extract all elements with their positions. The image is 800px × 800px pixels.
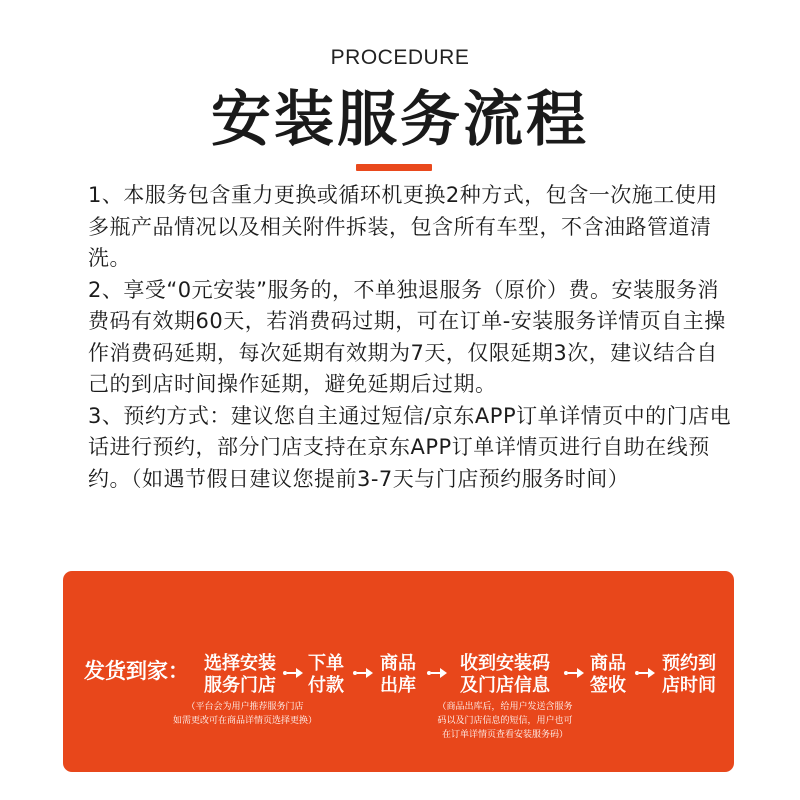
arrow-icon [282,666,304,680]
step-sign-for: 商品 签收 [590,653,626,696]
step-book-visit: 预约到 店时间 [662,653,716,696]
note-install-code: （商品出库后，给用户发送含服务 码以及门店信息的短信，用户也可 在订单详情页查看安装服务码） [437,702,573,740]
paragraph-3: 3、预约方式：建议您自主通过短信/京东APP订单详情页中的门店电话进行预约，部分门店支持在京东APP订单详情页进行自助在线预约。（如遇节假日建议您提前3-7天与门店预约服务时间） [88,403,732,491]
arrow-icon [634,666,656,680]
paragraph-1: 1、本服务包含重力更换或循环机更换2种方式，包含一次施工使用多瓶产品情况以及相关附件拆装，包含所有车型，不含油路管道清洗。 [88,183,718,270]
step-dispatch: 商品 出库 [380,653,416,696]
arrow-icon [352,666,374,680]
step-order-pay: 下单 付款 [308,653,344,696]
arrow-icon [426,666,448,680]
note-store-selection: （平台会为用户推荐服务门店 如需更改可在商品详情页选择更换） [172,702,317,726]
arrow-icon [563,666,585,680]
step-select-store: 选择安装 服务门店 [204,653,276,696]
procedure-eyebrow: PROCEDURE [330,46,470,69]
step-receive-code: 收到安装码 及门店信息 [460,653,550,696]
paragraph-2: 2、享受“0元安装”服务的，不单独退服务（原价）费。安装服务消费码有效期60天，若消费码过期，可在订单-安装服务详情页自主操作消费码延期，每次延期有效期为7天，仅限延期3次，建议结合自己的到店时间操作延期，避免延期后过期。 [88,277,726,396]
process-label: 发货到家： [84,659,189,683]
service-description [88,180,738,495]
page-title: 安装服务流程 [211,85,589,155]
title-underline [356,164,432,171]
